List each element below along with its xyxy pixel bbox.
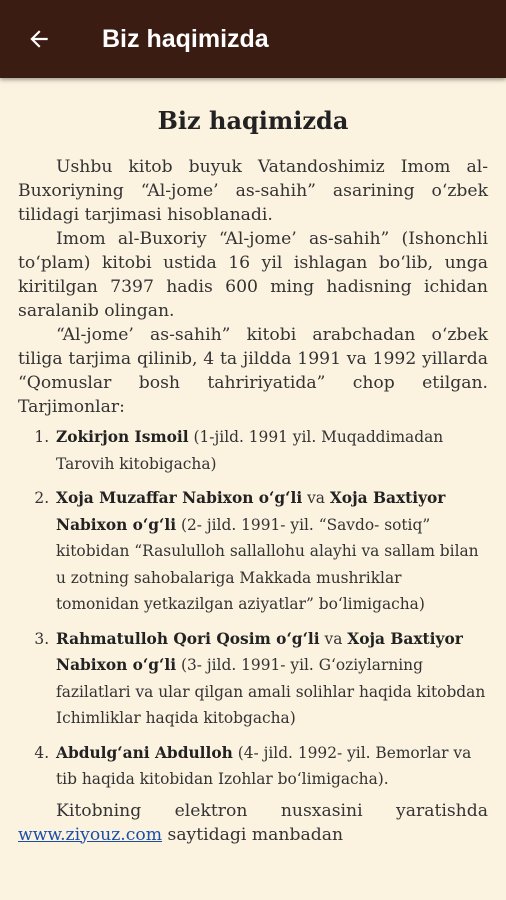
source-link[interactable]: www.ziyouz.com [18, 824, 163, 845]
translator-name: Xoja Muzaffar Nabixon o‘g‘li [56, 489, 303, 507]
app-bar-title: Biz haqimizda [102, 24, 269, 53]
page-heading: Biz haqimizda [157, 106, 349, 135]
translation-paragraph: “Al-jome’ as-sahih” kitobi arabchadan o‘zbek tiliga tarjima qilinib, 4 ta jildda 1991 va 1992 yillarda “Qomuslar bosh tahririyatida” chop etilgan. Tarjimonlar: [18, 325, 488, 417]
translator-details: (2- jild. 1991- yil. “Savdo- sotiq” kitobidan “Rasululloh sallallohu alayhi va sallam bilan u zotning sahobalariga Makkada mushriklar tomonidan yetkazilgan aziyatlar” bo‘limigacha) [56, 515, 479, 613]
translator-name: Xoja Baxtiyor Nabixon o‘g‘li [56, 489, 446, 534]
history-paragraph: Imom al-Buxoriy “Al-jome’ as-sahih” (Ishonchli to‘plam) kitobi ustida 16 yil ishlagan bo‘lib, unga kiritilgan 7397 hadis 600 ming hadisning ichidan saralanib olingan. [18, 229, 488, 321]
translators-list [0, 424, 488, 793]
translator-name: Xoja Baxtiyor Nabixon o‘g‘li [56, 629, 463, 674]
list-item [54, 740, 488, 793]
connector-text: va [319, 629, 348, 648]
connector-text: va [302, 489, 330, 507]
intro-paragraph: Ushbu kitob buyuk Vatandoshimiz Imom al-Buxoriyning “Al-jome’ as-sahih” asarining o‘zbek tilidagi tarjimasi hisoblanadi. [18, 157, 488, 225]
translator-details: (1-jild. 1991 yil. Muqaddimadan Tarovih kitobigacha) [56, 428, 444, 473]
closing-text: Kitobning elektron nusxasini yaratishda [56, 800, 488, 821]
back-button[interactable] [0, 0, 78, 78]
translator-name: Rahmatulloh Qori Qosim o‘g‘li [56, 629, 320, 648]
translator-name: Abdulg‘ani Abdulloh [56, 743, 233, 762]
closing-paragraph [18, 799, 488, 847]
translator-details: (4- jild. 1992- yil. Bemorlar va tib haqida kitobidan Izohlar bo‘limigacha). [56, 743, 472, 788]
translator-name: Zokirjon Ismoil [56, 428, 189, 446]
list-item [54, 485, 488, 618]
about-content[interactable] [0, 78, 506, 900]
arrow-left-icon [26, 26, 52, 52]
closing-text-after: saytidagi manbadan [162, 824, 344, 845]
list-item [54, 424, 488, 477]
translator-details: (3- jild. 1991- yil. G‘oziylarning fazilatlari va ular qilgan amali solihlar haqida kitobdan Ichimliklar haqida kitobgacha) [56, 656, 486, 727]
app-bar [0, 0, 506, 78]
list-item [54, 626, 488, 732]
